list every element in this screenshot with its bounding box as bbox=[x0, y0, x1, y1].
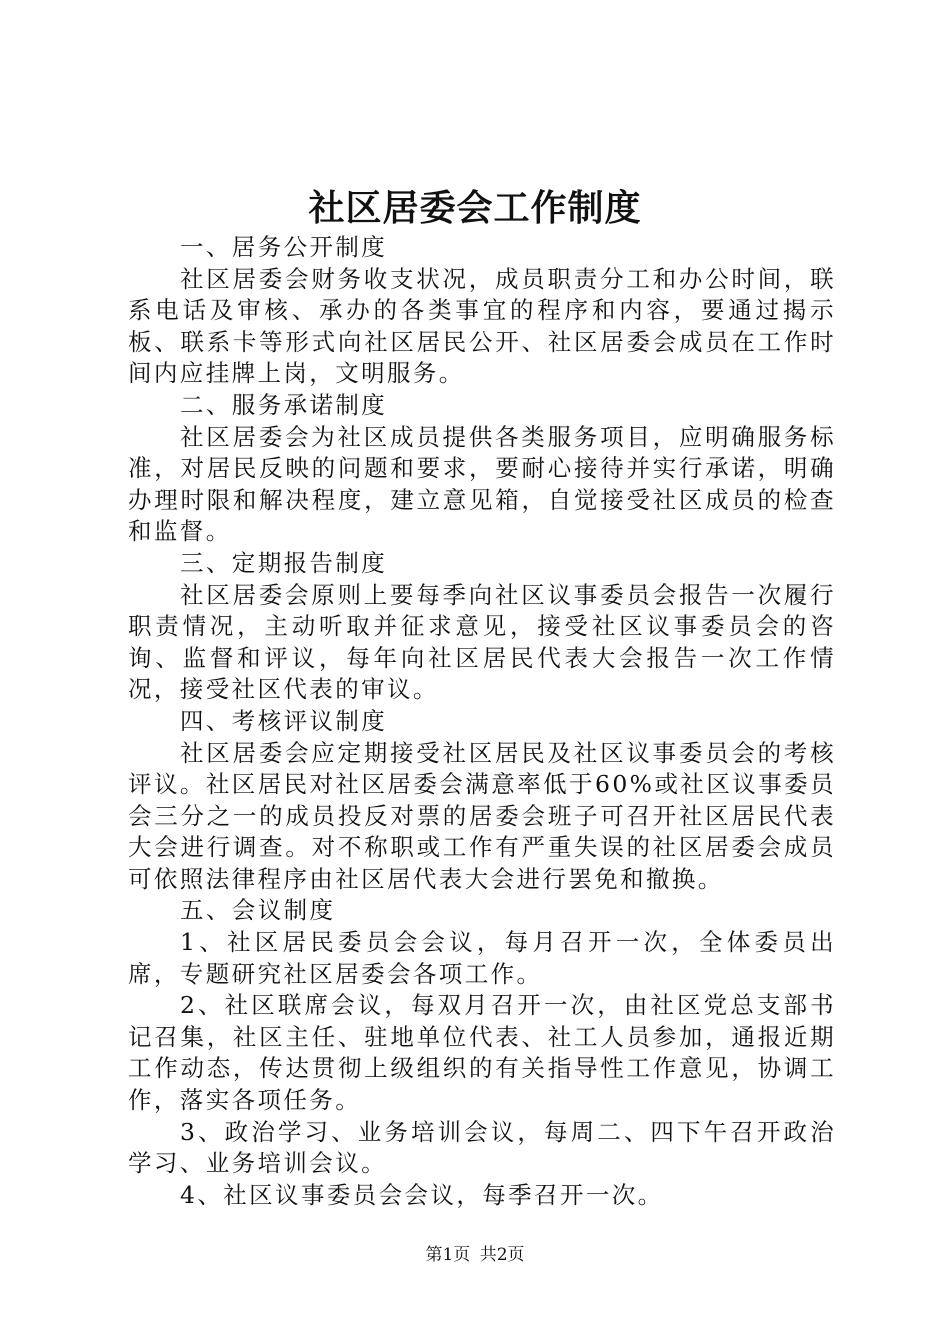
list-item: 1、社区居民委员会会议，每月召开一次，全体委员出席，专题研究社区居委会各项工作。 bbox=[128, 928, 836, 988]
list-item: 3、政治学习、业务培训会议，每周二、四下午召开政治学习、业务培训会议。 bbox=[128, 1117, 836, 1178]
document-body bbox=[128, 232, 836, 1211]
page-title: 社区居委会工作制度 bbox=[308, 187, 642, 229]
paragraph: 社区居委会为社区成员提供各类服务项目，应明确服务标准，对居民反映的问题和要求，要耐心接待并实行承诺，明确办理时限和解决程度，建立意见箱，自觉接受社区成员的检查和监督。 bbox=[128, 422, 836, 546]
page-number: 第1页 bbox=[425, 1245, 471, 1265]
section-heading: 三、定期报告制度 bbox=[180, 548, 388, 577]
section-heading: 二、服务承诺制度 bbox=[180, 390, 388, 419]
list-item: 4、社区议事委员会会议，每季召开一次。 bbox=[180, 1180, 664, 1209]
section-heading: 四、考核评议制度 bbox=[180, 706, 388, 735]
paragraph: 社区居委会应定期接受社区居民及社区议事委员会的考核评议。社区居民对社区居委会满意率低于60%或社区议事委员会三分之一的成员投反对票的居委会班子可召开社区居民代表大会进行调查。对不称职或工作有严重失误的社区居委会成员可依照法律程序由社区居代表大会进行罢免和撤换。 bbox=[128, 738, 836, 893]
paragraph: 社区居委会财务收支状况，成员职责分工和办公时间，联系电话及审核、承办的各类事宜的程序和内容，要通过揭示板、联系卡等形式向社区居民公开、社区居委会成员在工作时间内应挂牌上岗，文明服务。 bbox=[128, 264, 836, 388]
paragraph: 社区居委会原则上要每季向社区议事委员会报告一次履行职责情况，主动听取并征求意见，接受社区议事委员会的咨询、监督和评议，每年向社区居民代表大会报告一次工作情况，接受社区代表的审议。 bbox=[128, 580, 836, 704]
section-heading: 一、居务公开制度 bbox=[180, 233, 388, 261]
section-heading: 五、会议制度 bbox=[180, 896, 336, 925]
list-item: 2、社区联席会议，每双月召开一次，由社区党总支部书记召集，社区主任、驻地单位代表、社工人员参加，通报近期工作动态，传达贯彻上级组织的有关指导性工作意见，协调工作，落实各项任务。 bbox=[128, 991, 836, 1115]
page-footer bbox=[0, 1244, 950, 1266]
page-total: 共2页 bbox=[479, 1245, 525, 1265]
